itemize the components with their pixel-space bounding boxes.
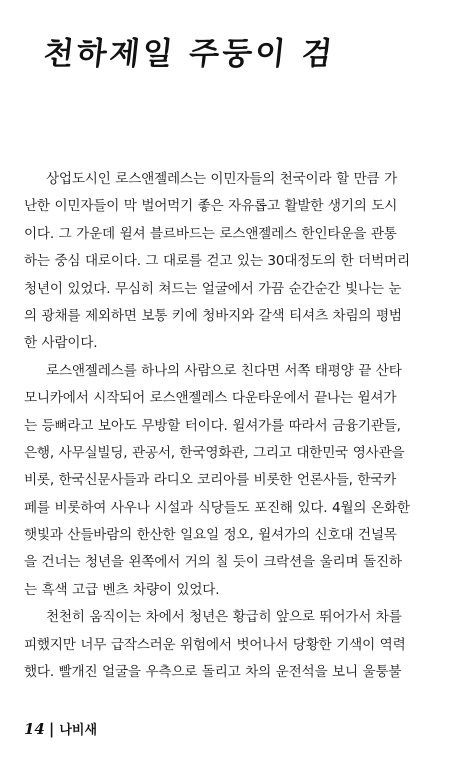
page-number: 14 bbox=[24, 720, 45, 738]
body-text bbox=[24, 166, 450, 686]
text-line: 는 등뼈라고 보아도 무방할 터이다. 윌셔가를 따라서 금융기관들, bbox=[24, 417, 401, 434]
text-line: 페를 비롯하여 사우나 시설과 식당들도 포진해 있다. 4월의 온화한 bbox=[24, 499, 410, 516]
text-line: 이다. 그 가운데 윌셔 블르바드는 로스앤젤레스 한인타운을 관통 bbox=[24, 225, 397, 242]
text-line: 했다. 빨개진 얼굴을 우측으로 돌리고 차의 운전석을 보니 울퉁불 bbox=[24, 664, 402, 681]
text-line: 천천히 움직이는 차에서 청년은 황급히 앞으로 뛰어가서 차를 bbox=[46, 609, 402, 626]
text-line: 하는 중심 대로이다. 그 대로를 걷고 있는 30대정도의 한 더벅머리 bbox=[24, 253, 410, 270]
text-line: 을 건너는 청년을 왼쪽에서 거의 칠 듯이 크락션을 울리며 돌진하 bbox=[24, 554, 402, 571]
text-line: 로스앤젤레스를 하나의 사람으로 친다면 서쪽 태평양 끝 산타 bbox=[46, 362, 402, 379]
text-line: 은행, 사무실빌딩, 관공서, 한국영화관, 그리고 대한민국 영사관을 bbox=[24, 444, 405, 461]
text-line: 피했지만 너무 급작스러운 위험에서 벗어나서 당황한 기색이 역력 bbox=[24, 636, 406, 653]
text-line: 비롯, 한국신문사들과 라디오 코리아를 비롯한 언론사들, 한국카 bbox=[24, 472, 397, 489]
footer-separator: | bbox=[48, 720, 55, 738]
text-line: 청년이 있었다. 무심히 쳐드는 얼굴에서 가끔 순간순간 빛나는 눈 bbox=[24, 280, 402, 297]
text-line: 햇빛과 산들바람의 한산한 일요일 정오, 윌셔가의 신호대 건널목 bbox=[24, 527, 397, 544]
text-line: 상업도시인 로스앤젤레스는 이민자들의 천국이라 할 만큼 가 bbox=[46, 171, 398, 187]
page-footer bbox=[24, 719, 97, 738]
text-line: 한 사람이다. bbox=[24, 335, 98, 352]
book-title: 나비새 bbox=[59, 723, 98, 738]
chapter-title: 천하제일 주둥이 검 bbox=[41, 36, 337, 72]
text-line: 는 흑색 고급 벤츠 차량이 있었다. bbox=[24, 581, 220, 598]
text-line: 모니카에서 시작되어 로스앤젤레스 다운타운에서 끝나는 윌셔가 bbox=[24, 390, 397, 407]
text-line: 의 광채를 제외하면 보통 키에 청바지와 갈색 티셔츠 차림의 평범 bbox=[24, 307, 402, 324]
text-line: 난한 이민자들이 막 벌어먹기 좋은 자유롭고 활발한 생기의 도시 bbox=[24, 198, 398, 215]
